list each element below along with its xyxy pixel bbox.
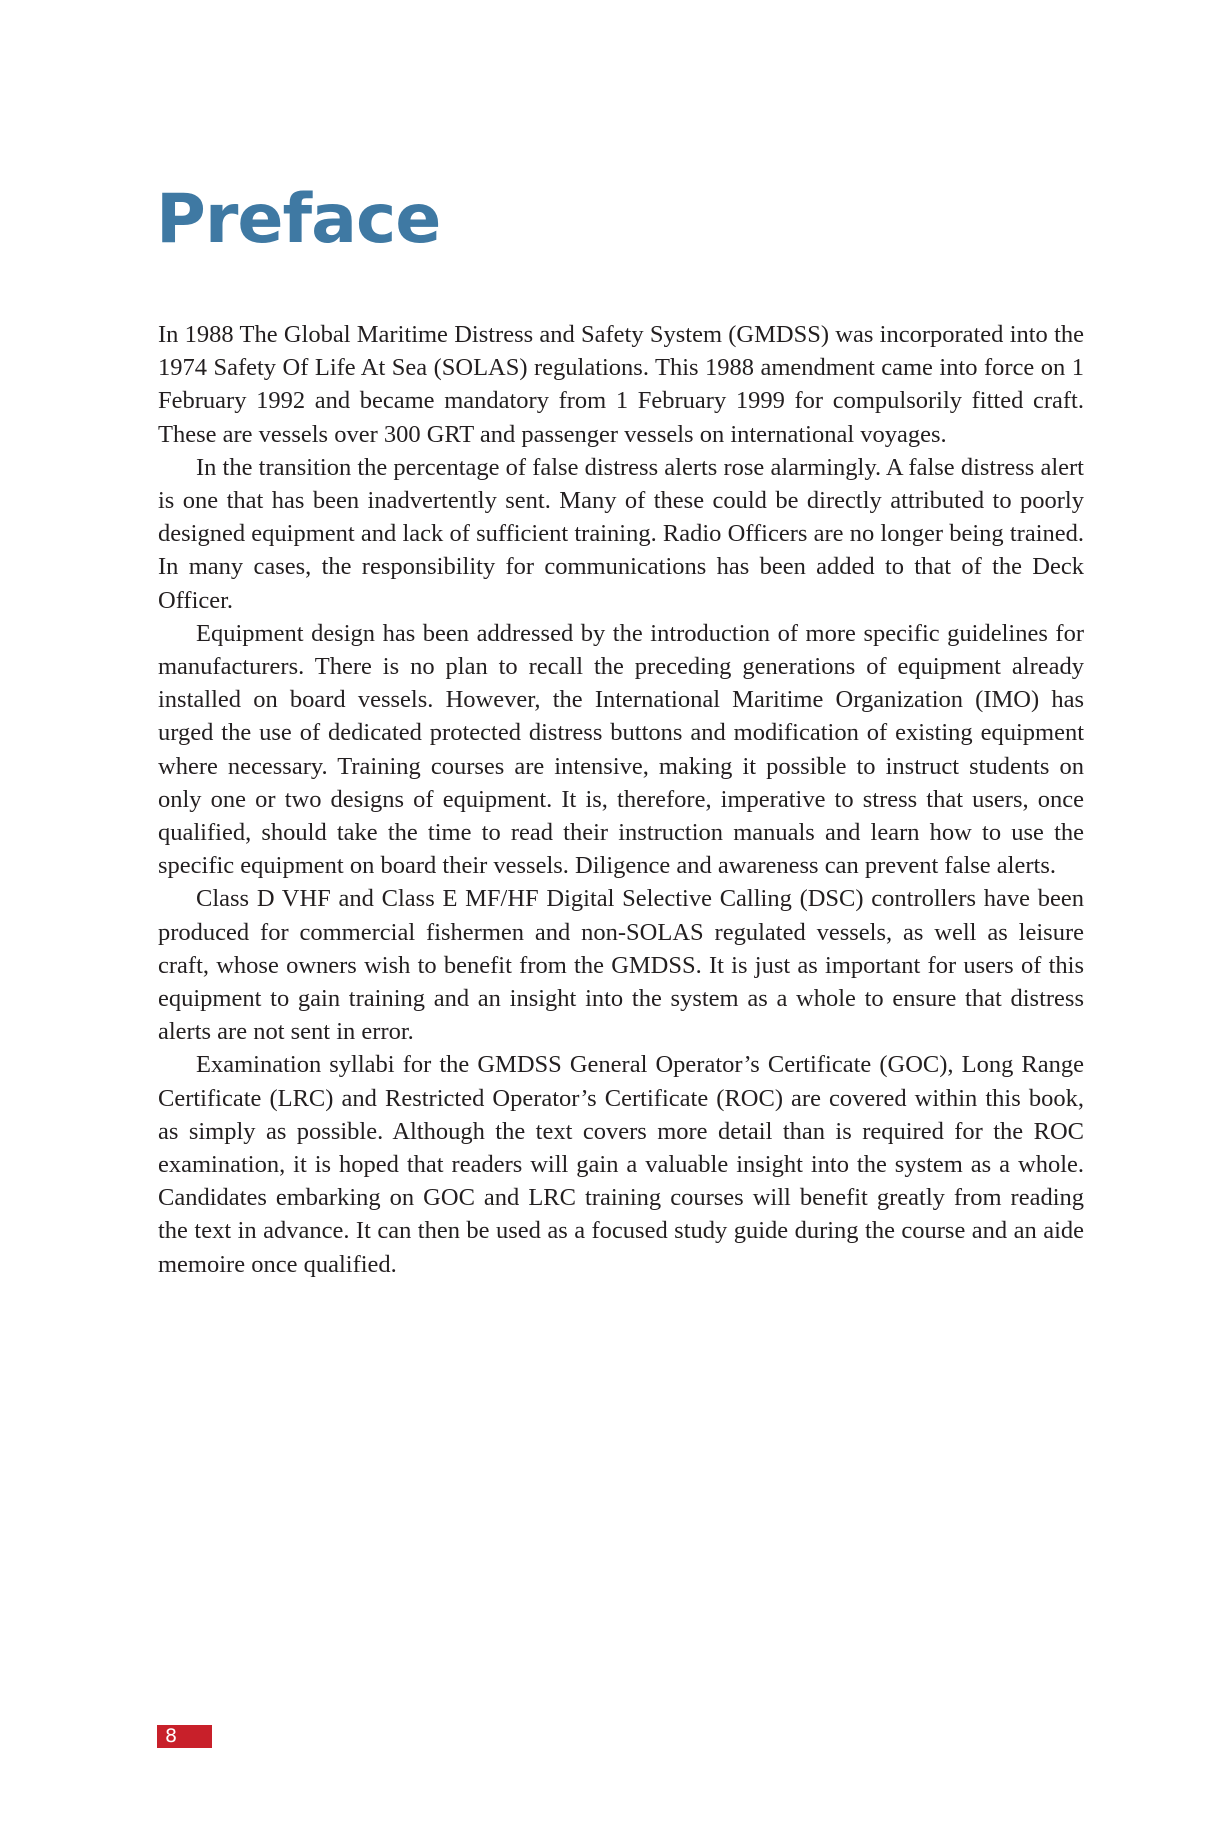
paragraph-3: Equipment design has been addressed by the introduction of more specific guidelines for manufacturers. There is no plan to recall the preceding generations of equipment already installed on board vessels. However, the International Maritime Organization (IMO) has urged the use of dedicated protected distress buttons and modification of existing equipment where necessary. Training courses are intensive, making it possible to instruct students on only one or two designs of equipment. It is, therefore, imperative to stress that users, once qualified, should take the time to read their instruction manuals and learn how to use the specific equipment on board their vessels. Diligence and awareness can prevent false alerts. [158, 619, 1084, 880]
page-number: 8 [165, 1725, 178, 1747]
paragraph-1: In 1988 The Global Maritime Distress and Safety System (GMDSS) was incorporated into the 1974 Safety Of Life At Sea (SOLAS) regulations. This 1988 amendment came into force on 1 February 1992 and became mandatory from 1 February 1999 for compulsorily fitted craft. These are vessels over 300 GRT and passenger vessels on international voyages. [158, 321, 1084, 448]
paragraph-5: Examination syllabi for the GMDSS General Operator’s Certificate (GOC), Long Range Certificate (LRC) and Restricted Operator’s Certificate (ROC) are covered within this book, as simply as possible. Although the text covers more detail than is required for the ROC examination, it is hoped that readers will gain a valuable insight into the system as a whole. Candidates embarking on GOC and LRC training courses will benefit greatly from reading the text in advance. It can then be used as a focused study guide during the course and an aide memoire once qualified. [158, 1051, 1084, 1278]
paragraph-2: In the transition the percentage of false distress alerts rose alarmingly. A false distress alert is one that has been inadvertently sent. Many of these could be directly attributed to poorly designed equipment and lack of sufficient training. Radio Officers are no longer being trained. In many cases, the responsibility for communications has been added to that of the Deck Officer. [158, 453, 1084, 614]
page-number-badge [157, 1725, 212, 1748]
preface-body [158, 318, 1084, 1281]
page-title: Preface [156, 180, 441, 259]
paragraph-4: Class D VHF and Class E MF/HF Digital Selective Calling (DSC) controllers have been produced for commercial fishermen and non-SOLAS regulated vessels, as well as leisure craft, whose owners wish to benefit from the GMDSS. It is just as important for users of this equipment to gain training and an insight into the system as a whole to ensure that distress alerts are not sent in error. [158, 885, 1084, 1046]
